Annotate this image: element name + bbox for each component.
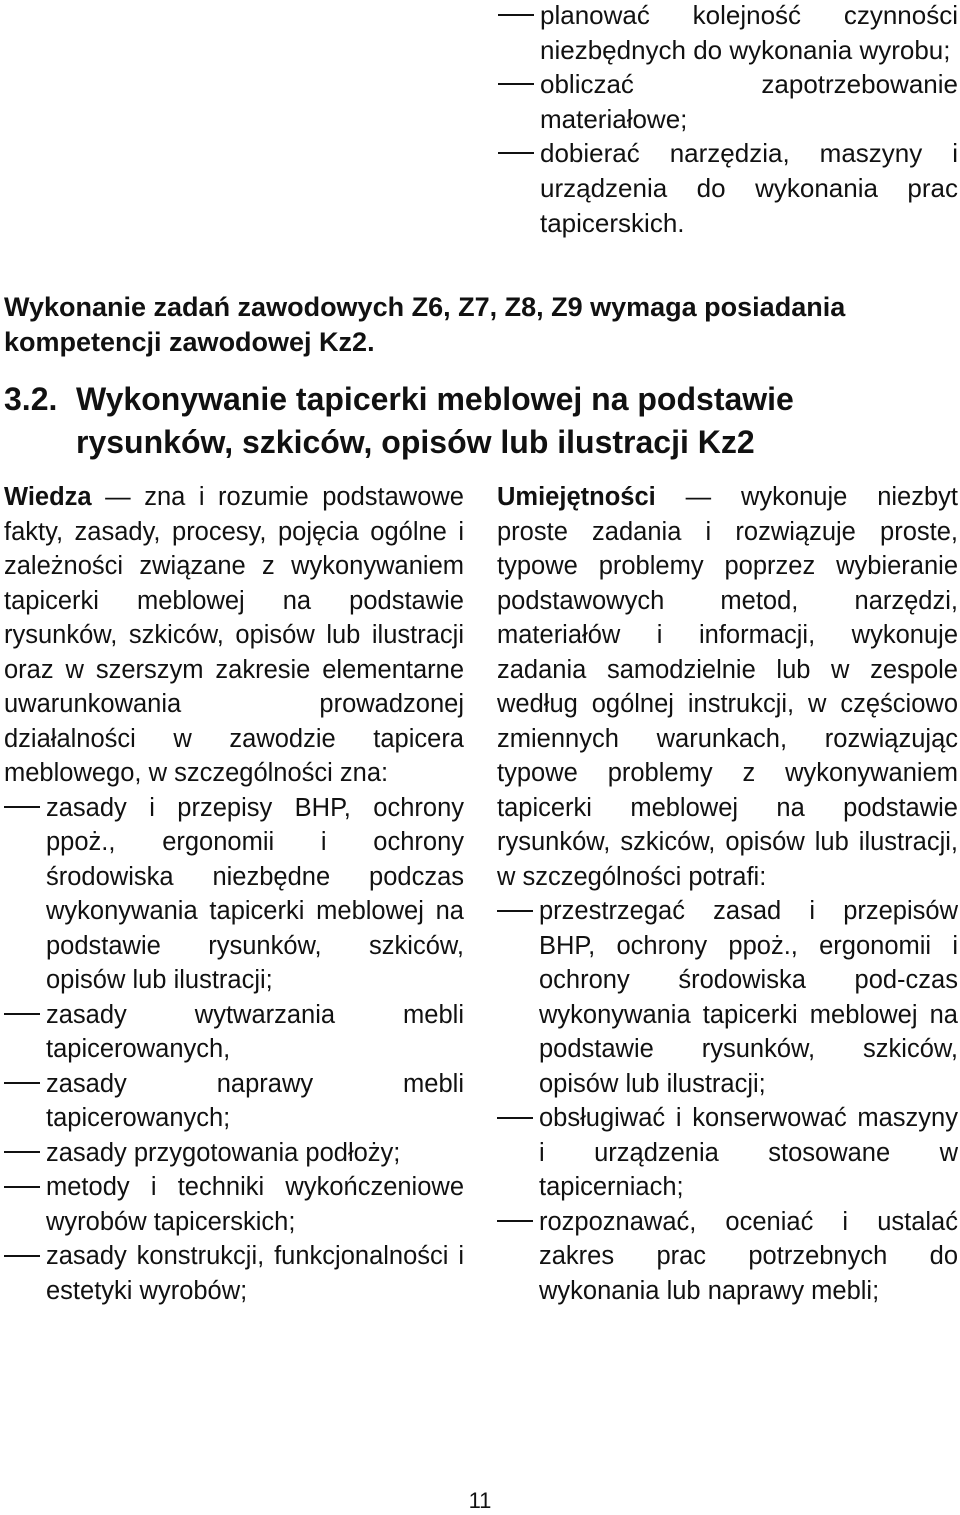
list-item-text: obliczać zapotrzebowanie materiałowe; — [540, 69, 958, 134]
list-item — [540, 136, 958, 240]
section-title-line1: Wykonywanie tapicerki meblowej na podstawie — [76, 381, 794, 417]
knowledge-list — [4, 791, 464, 1309]
dash-bullet — [4, 1082, 40, 1084]
skills-list — [497, 894, 958, 1308]
list-item — [4, 791, 464, 998]
skills-intro-text: wykonuje niezbyt proste zadania i rozwiązuje proste, typowe problemy poprzez wybieranie podstawowych metod, narzędzi, materiałów i informacji, wykonuje zadania samodzielnie lub w zespole według ogólnej instrukcji, w częściowo zmiennych warunkach, rozwiązując typowe problemy z wykonywaniem tapicerki meblowej na podstawie rysunków, szkiców, opisów lub ilustracji, w szczególności potrafi: — [497, 483, 958, 891]
list-item — [540, 0, 958, 67]
list-item-text: zasady wytwarzania mebli tapicerowanych, — [46, 1000, 464, 1063]
list-item — [4, 1239, 464, 1308]
knowledge-intro-text: zna i rozumie podstawowe fakty, zasady, procesy, pojęcia ogólne i zależności związane z wykonywaniem tapicerki meblowej na podstawie rysunków, szkiców, opisów lub ilustracji oraz w szerszym zakresie elementarne uwarunkowania prowadzonej działalności w zawodzie tapicera meblowego, w szczególności zna: — [4, 483, 464, 787]
dash-bullet — [497, 910, 533, 912]
list-item — [4, 1067, 464, 1136]
section-heading — [4, 378, 958, 464]
competence-note: Wykonanie zadań zawodowych Z6, Z7, Z8, Z9 wymaga posiadania kompetencji zawodowej Kz2. — [4, 292, 846, 357]
knowledge-column — [4, 480, 464, 1308]
list-item-text: zasady naprawy mebli tapicerowanych; — [46, 1069, 464, 1132]
list-item — [497, 1101, 958, 1205]
list-item — [540, 67, 958, 136]
dash-bullet — [497, 1220, 533, 1222]
list-item — [4, 998, 464, 1067]
list-item-text: obsługiwać i konserwować maszyny i urządzenia stosowane w tapicerniach; — [539, 1104, 958, 1201]
dash-bullet — [4, 1186, 40, 1188]
list-item — [497, 1205, 958, 1309]
dash-separator: — — [105, 483, 131, 511]
continued-skills-list — [540, 0, 958, 240]
knowledge-label: Wiedza — [4, 483, 92, 511]
list-item-text: zasady i przepisy BHP, ochrony ppoż., ergonomii i ochrony środowiska niezbędne podczas wykonywania tapicerki meblowej na podstawie rysunków, szkiców, opisów lub ilustracji; — [46, 793, 464, 994]
list-item-text: zasady przygotowania podłoży; — [46, 1138, 401, 1167]
list-item-text: planować kolejność czynności niezbędnych do wykonania wyrobu; — [540, 0, 958, 65]
dash-bullet — [4, 806, 40, 808]
dash-bullet — [498, 152, 534, 154]
dash-bullet — [497, 1117, 533, 1119]
dash-bullet — [498, 14, 534, 16]
list-item-text: rozpoznawać, oceniać i ustalać zakres prac potrzebnych do wykonania lub naprawy mebli; — [539, 1207, 958, 1305]
skills-column — [497, 480, 958, 1308]
skills-intro — [497, 480, 958, 894]
knowledge-intro — [4, 480, 464, 791]
page-number: 11 — [468, 1488, 492, 1513]
dash-bullet — [4, 1255, 40, 1257]
skills-label: Umiejętności — [497, 483, 656, 511]
dash-bullet — [498, 83, 534, 85]
list-item — [4, 1170, 464, 1239]
dash-bullet — [4, 1013, 40, 1015]
list-item-text: przestrzegać zasad i przepisów BHP, ochrony ppoż., ergonomii i ochrony środowiska pod-czas wykonywania tapicerki meblowej na podstawie rysunków, szkiców, opisów lub ilustracji; — [539, 897, 958, 1098]
dash-separator: — — [685, 483, 712, 511]
dash-bullet — [4, 1151, 40, 1153]
section-number: 3.2. — [4, 381, 58, 417]
section-title-line2: rysunków, szkiców, opisów lub ilustracji Kz2 — [76, 424, 755, 460]
list-item-text: dobierać narzędzia, maszyny i urządzenia do wykonania prac tapicerskich. — [540, 138, 958, 238]
list-item — [4, 1136, 464, 1171]
list-item-text: metody i techniki wykończeniowe wyrobów tapicerskich; — [46, 1173, 464, 1236]
list-item — [497, 894, 958, 1101]
list-item-text: zasady konstrukcji, funkcjonalności i estetyki wyrobów; — [46, 1242, 464, 1305]
